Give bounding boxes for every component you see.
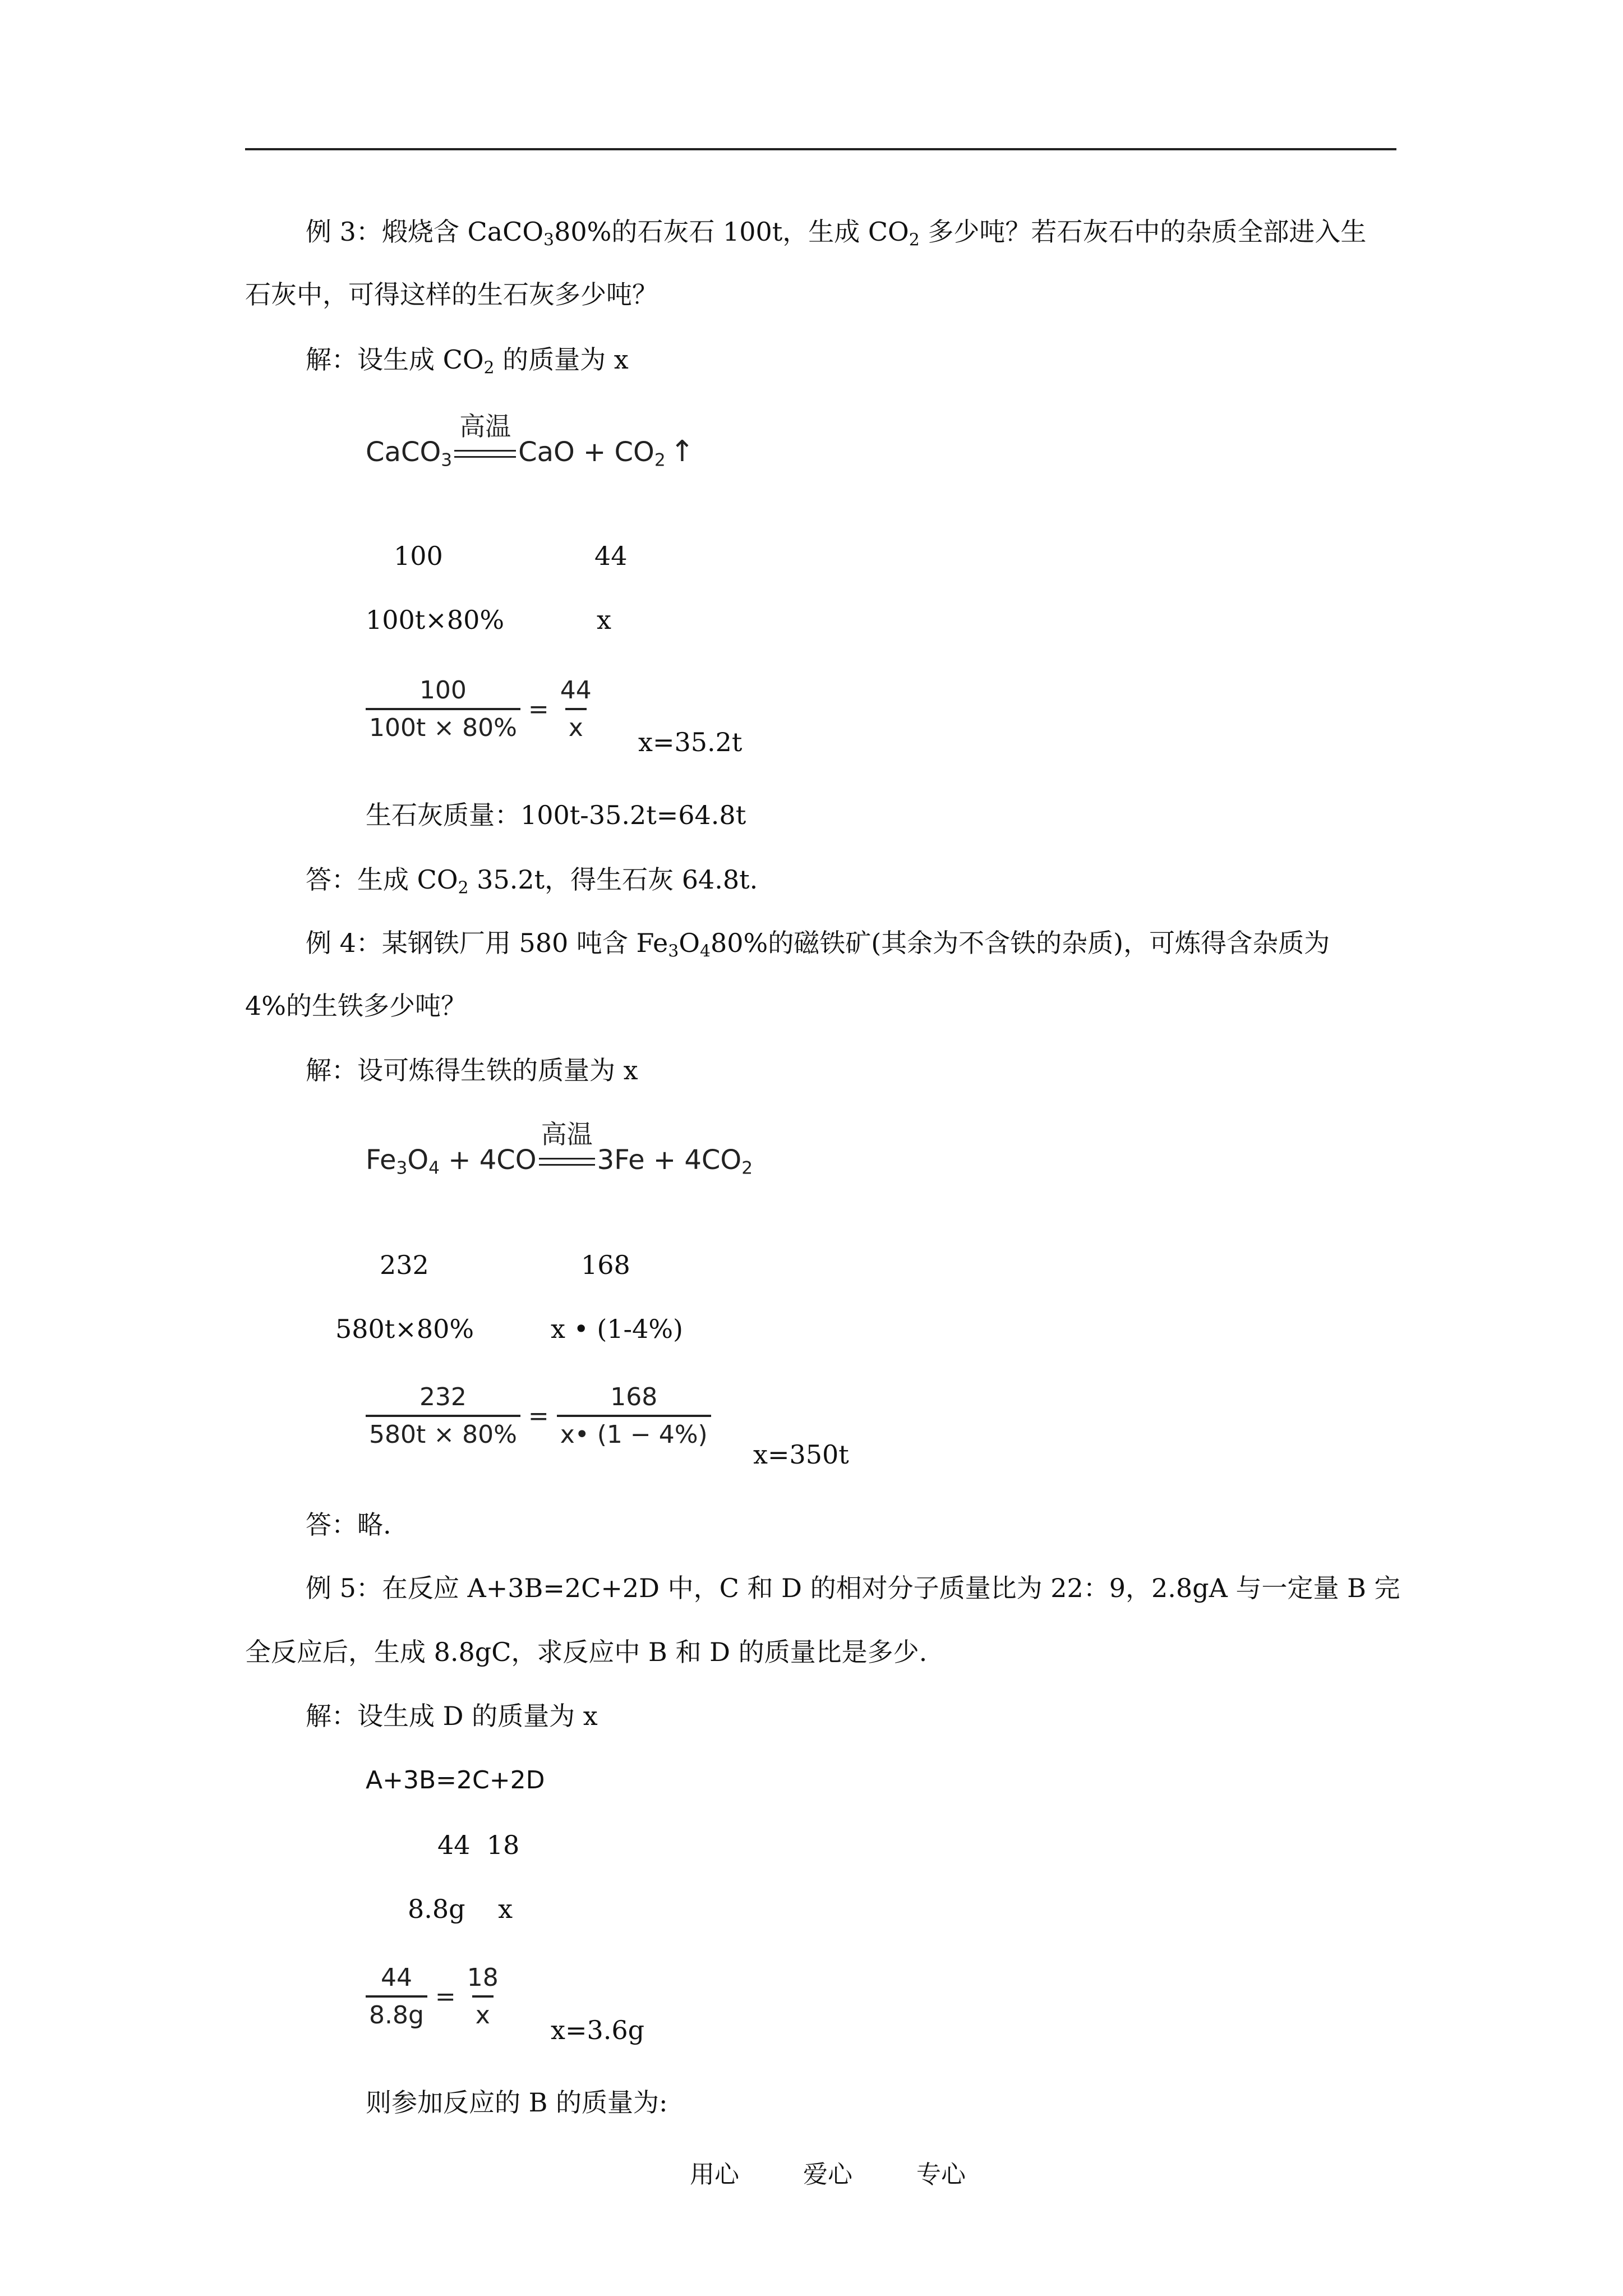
ex3-solution-intro: 解：设生成 $CO_2$ 的质量为 x [306,344,629,378]
ex5-actual-masses: 8.8g x [408,1894,513,1924]
reaction-condition-arrow: 高温 [454,450,516,461]
ex4-unknown-x: x • (1-4%) [551,1314,683,1344]
ex4-answer: 答：略. [306,1510,391,1540]
page-footer [690,2154,966,2190]
ex3-answer: 答：生成 $CO_2$ 35.2t，得生石灰 64.8t. [306,864,758,898]
ex4-chemical-equation: $Fe_3O_4 + 4CO$ 高温 $3Fe + 4CO_2$ [366,1119,753,1179]
fraction: $\frac{44}{8.8g}$ [366,1963,427,2030]
ex5-molar-masses: 44 18 [437,1830,520,1860]
reaction-condition-arrow: 高温 [539,1158,595,1169]
ex3-chemical-equation: CaCO$_3$ 高温 CaO + $CO_2$ ↑ [366,411,695,471]
ex5-result: x=3.6g [551,2015,645,2045]
ex4-actual-fe3o4: 580t×80% [335,1314,474,1344]
header-rule [245,148,1396,150]
gas-arrow-icon: ↑ [670,435,695,468]
ex5-question-line2: 全反应后，生成 8.8gC，求反应中 B 和 D 的质量比是多少. [245,1637,928,1667]
ex3-molar-mass-caco3: 100 [394,541,443,571]
ex4-molar-mass-fe3o4: 232 [380,1250,429,1280]
ex4-solution-intro: 解：设可炼得生铁的质量为 x [306,1055,638,1085]
fraction: $\frac{18}{x}$ [467,1963,499,2030]
ex5-solution-intro: 解：设生成 D 的质量为 x [306,1701,598,1731]
ex5-question-line1: 例 5：在反应 A+3B=2C+2D 中，C 和 D 的相对分子质量比为 22：9，2.8gA 与一定量 B 完 [306,1573,1400,1603]
ex3-question-line2: 石灰中，可得这样的生石灰多少吨？ [245,279,658,310]
fraction: $\frac{232}{580t \times 80\%}$ [366,1383,520,1449]
ex5-final-step: 则参加反应的 B 的质量为: [366,2087,668,2118]
ex4-proportion: $\frac{232}{580t \times 80\%}$ = $\frac{168}{x• (1 - 4\%)}$ [366,1383,711,1449]
ex4-question-line1: 例 4：某钢铁厂用 580 吨含 $Fe_3O_480\%$的磁铁矿(其余为不含铁的杂质)，可炼得含杂质为 [306,928,1330,961]
ex3-proportion: $\frac{100}{100t \times 80\%}$ = $\frac{44}{x}$ [366,676,595,742]
ex3-question-line1: 例 3：煅烧含 CaCO$_3$80%的石灰石 100t，生成 $CO_2$ 多少吨？若石灰石中的杂质全部进入生 [306,217,1367,250]
ex3-result: x=35.2t [638,727,743,757]
ex5-proportion: $\frac{44}{8.8g}$ = $\frac{18}{x}$ [366,1963,502,2030]
ex4-molar-mass-fe: 168 [581,1250,630,1280]
footer-text-2: 爱心 [803,2160,852,2189]
ex3-actual-caco3: 100t×80% [366,605,505,635]
ex3-molar-mass-co2: 44 [594,541,628,571]
ex3-quicklime-mass: 生石灰质量：100t-35.2t=64.8t [366,800,746,830]
fraction: $\frac{100}{100t \times 80\%}$ [366,676,520,742]
fraction: $\frac{168}{x• (1 - 4\%)}$ [557,1383,711,1449]
footer-text-3: 专心 [916,2160,966,2189]
fraction: $\frac{44}{x}$ [560,676,592,742]
ex5-reaction-equation: A+3B=2C+2D [366,1766,545,1795]
ex3-unknown-x: x [597,605,611,635]
ex4-question-line2: 4%的生铁多少吨？ [245,991,467,1021]
footer-text-1: 用心 [690,2160,739,2189]
ex4-result: x=350t [753,1439,849,1470]
